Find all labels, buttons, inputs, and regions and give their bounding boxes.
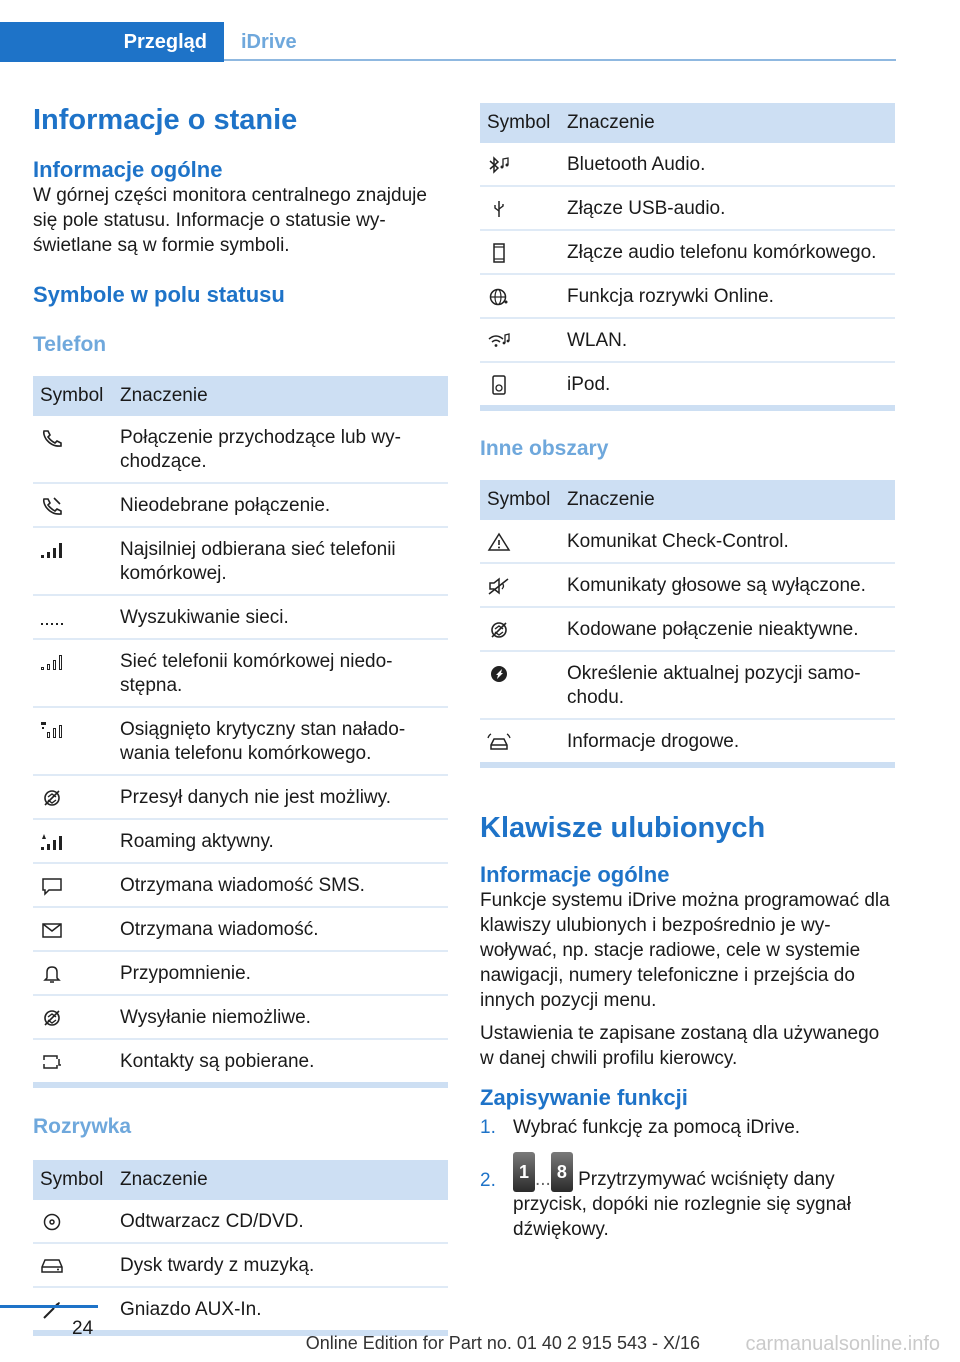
row-text: Dysk twardy z muzyką. <box>120 1243 448 1287</box>
row-text: Nieodebrane połączenie. <box>120 483 448 527</box>
missed-call-icon <box>40 496 64 516</box>
step-2 <box>480 1152 895 1242</box>
row-text: Złącze audio telefonu komórkowego. <box>567 230 895 274</box>
row-text: iPod. <box>567 362 895 408</box>
row-text: Najsilniej odbierana sieć telefonii komórkowej. <box>120 527 448 595</box>
favorites-text-1: Funkcje systemu iDrive można programować dla klawiszy ulubionych i bezpośrednio je wywoływać, np. stacje radiowe, cele w systemie nawigacji, numery telefoniczne i przejścia do innych pozycji menu. <box>480 890 890 1011</box>
table-row <box>480 318 895 362</box>
steps-list <box>480 1115 895 1242</box>
traffic-info-icon <box>487 732 511 752</box>
table-row <box>33 819 448 863</box>
step-number: 2. <box>480 1170 496 1191</box>
edition-note: Online Edition for Part no. 01 40 2 915 543 - X/16 <box>305 1333 700 1353</box>
table-row <box>480 362 895 408</box>
table-row <box>33 775 448 819</box>
phone-heading: Telefon <box>33 333 107 356</box>
row-text: Połączenie przychodzące lub wychodzące. <box>120 416 448 483</box>
watermark: carmanualsonline.info <box>745 1333 940 1355</box>
warning-icon <box>487 532 511 552</box>
table-row <box>33 707 448 775</box>
table-row <box>33 951 448 995</box>
table-row <box>33 483 448 527</box>
table-row <box>33 863 448 907</box>
col-symbol: Symbol <box>40 385 104 406</box>
table-row <box>480 563 895 607</box>
signal-full-icon <box>40 540 64 560</box>
general-heading: Informacje ogólne <box>33 157 223 182</box>
table-row <box>480 230 895 274</box>
row-text: Przypomnienie. <box>120 951 448 995</box>
col-symbol: Symbol <box>487 489 551 510</box>
page-title: Informacje o stanie <box>33 104 298 136</box>
table-row <box>480 520 895 563</box>
row-text: Komunikat Check-Control. <box>567 520 895 563</box>
table-row <box>33 995 448 1039</box>
footer-rule <box>0 1305 98 1308</box>
row-text: Sieć telefonii komórkowej niedostępna. <box>120 639 448 707</box>
step-number: 1. <box>480 1117 496 1138</box>
table-row <box>33 639 448 707</box>
table-row <box>480 143 895 186</box>
row-text: Komunikaty głosowe są wyłączone. <box>567 563 895 607</box>
aux-plug-icon <box>40 1300 64 1320</box>
online-entertainment-icon <box>487 287 511 307</box>
phone-call-icon <box>40 428 64 448</box>
media-table <box>480 103 895 411</box>
row-text: Otrzymana wiadomość SMS. <box>120 863 448 907</box>
header-tabs <box>0 22 896 62</box>
hard-drive-icon <box>40 1256 64 1276</box>
row-text: Odtwarzacz CD/DVD. <box>120 1200 448 1243</box>
col-meaning: Znaczenie <box>567 112 655 133</box>
battery-critical-icon <box>40 720 64 740</box>
table-row <box>480 651 895 719</box>
row-text: Kontakty są pobierane. <box>120 1039 448 1085</box>
tab-idrive[interactable]: iDrive <box>241 31 297 53</box>
bell-icon <box>40 964 64 984</box>
step-1 <box>480 1115 895 1140</box>
left-column <box>33 100 448 1336</box>
row-text: WLAN. <box>567 318 895 362</box>
table-row <box>480 607 895 651</box>
table-row <box>33 416 448 483</box>
signal-unavailable-icon <box>40 652 64 672</box>
row-text: Kodowane połączenie nieaktywne. <box>567 607 895 651</box>
table-row <box>33 527 448 595</box>
row-text: Wyszukiwanie sieci. <box>120 595 448 639</box>
ipod-icon <box>487 375 511 395</box>
row-text: Bluetooth Audio. <box>567 143 895 186</box>
envelope-icon <box>40 920 64 940</box>
page-number: 24 <box>72 1318 94 1339</box>
wlan-icon <box>487 331 511 351</box>
table-row <box>33 1039 448 1085</box>
data-disabled-icon <box>40 788 64 808</box>
favorites-text-2: Ustawienia te zapisane zostaną dla używanego w danej chwili profilu kierowcy. <box>480 1023 880 1069</box>
position-icon <box>487 664 511 684</box>
key-range-separator: ... <box>535 1169 551 1190</box>
table-row <box>33 907 448 951</box>
table-row <box>33 1287 448 1333</box>
send-disabled-icon <box>40 1008 64 1028</box>
symbols-heading: Symbole w polu statusu <box>33 282 285 307</box>
row-text: Określenie aktualnej pozycji samochodu. <box>567 651 895 719</box>
row-text: Informacje drogowe. <box>567 719 895 765</box>
bluetooth-audio-icon <box>487 155 511 175</box>
col-symbol: Symbol <box>40 1169 104 1190</box>
tab-przeglad[interactable]: Przegląd <box>0 22 224 62</box>
row-text: Wysyłanie niemożliwe. <box>120 995 448 1039</box>
table-row <box>33 1200 448 1243</box>
table-row <box>33 1243 448 1287</box>
row-text: Otrzymana wiadomość. <box>120 907 448 951</box>
table-row <box>480 274 895 318</box>
row-text: Przesył danych nie jest możliwy. <box>120 775 448 819</box>
table-row <box>480 719 895 765</box>
speaker-muted-icon <box>487 576 511 596</box>
row-text: Roaming aktywny. <box>120 819 448 863</box>
row-text: Funkcja rozrywki Online. <box>567 274 895 318</box>
roaming-icon <box>40 832 64 852</box>
favorites-title: Klawisze ulubionych <box>480 812 766 844</box>
table-row <box>480 186 895 230</box>
favorite-key-8-icon: 8 <box>551 1152 573 1192</box>
header-rule <box>224 59 896 61</box>
phone-table <box>33 376 448 1088</box>
row-text: Osiągnięto krytyczny stan naładowania telefonu komórkowego. <box>120 707 448 775</box>
contacts-download-icon <box>40 1052 64 1072</box>
disc-icon <box>40 1212 64 1232</box>
other-table <box>480 480 895 768</box>
step-text: Wybrać funkcję za pomocą iDrive. <box>513 1117 801 1138</box>
col-meaning: Znaczenie <box>120 385 208 406</box>
other-heading: Inne obszary <box>480 437 609 460</box>
sms-icon <box>40 876 64 896</box>
network-search-icon <box>40 608 64 628</box>
col-meaning: Znaczenie <box>567 489 655 510</box>
step-text: Przytrzymywać wciśnięty dany przycisk, dopóki nie rozlegnie się sygnał dźwiękowy. <box>513 1169 851 1240</box>
col-meaning: Znaczenie <box>120 1169 208 1190</box>
right-column <box>480 103 895 1254</box>
col-symbol: Symbol <box>487 112 551 133</box>
entertainment-heading: Rozrywka <box>33 1115 132 1138</box>
table-row <box>33 595 448 639</box>
row-text: Złącze USB-audio. <box>567 186 895 230</box>
favorites-general-heading: Informacje ogólne <box>480 862 670 887</box>
favorite-key-1-icon: 1 <box>513 1152 535 1192</box>
save-heading: Zapisywanie funkcji <box>480 1085 688 1110</box>
encryption-off-icon <box>487 620 511 640</box>
usb-icon <box>487 199 511 219</box>
general-text: W górnej części monitora centralnego znajduje się pole statusu. Informacje o statusie wyświetlane są w formie symboli. <box>33 185 427 256</box>
phone-audio-icon <box>487 243 511 263</box>
row-text: Gniazdo AUX-In. <box>120 1287 448 1333</box>
entertainment-table <box>33 1160 448 1336</box>
